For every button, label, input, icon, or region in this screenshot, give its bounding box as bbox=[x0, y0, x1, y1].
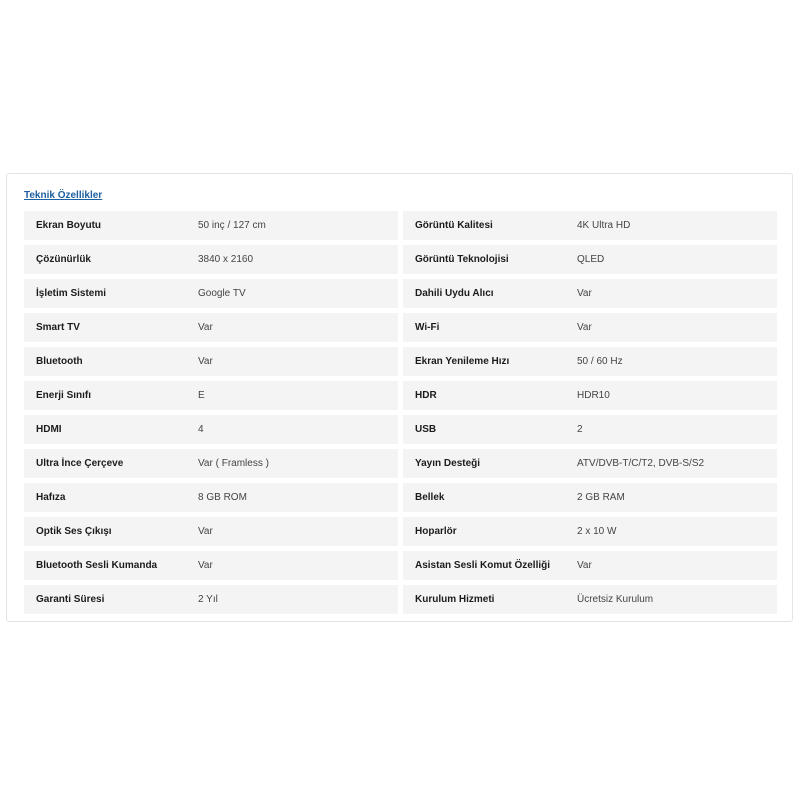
spec-label: Asistan Sesli Komut Özelliği bbox=[415, 560, 551, 571]
spec-row bbox=[403, 245, 777, 274]
spec-label: Garanti Süresi bbox=[36, 594, 105, 605]
spec-label: Ekran Yenileme Hızı bbox=[415, 356, 510, 367]
spec-value: QLED bbox=[577, 254, 605, 265]
spec-value: 2 GB RAM bbox=[577, 492, 625, 503]
spec-row bbox=[24, 449, 398, 478]
spec-row bbox=[24, 347, 398, 376]
spec-label: Görüntü Kalitesi bbox=[415, 220, 493, 231]
spec-value: 2 Yıl bbox=[198, 594, 218, 605]
spec-value: ATV/DVB-T/C/T2, DVB-S/S2 bbox=[577, 458, 705, 469]
spec-label: Hafıza bbox=[36, 492, 66, 503]
spec-label: Wi-Fi bbox=[415, 322, 440, 333]
spec-row bbox=[24, 211, 398, 240]
spec-label: Ultra İnce Çerçeve bbox=[36, 458, 124, 469]
spec-row bbox=[403, 551, 777, 580]
spec-label: Smart TV bbox=[36, 322, 80, 333]
tech-specs-tab[interactable]: Teknik Özellikler bbox=[24, 190, 103, 201]
spec-label: Bluetooth Sesli Kumanda bbox=[36, 560, 158, 571]
spec-label: Hoparlör bbox=[415, 526, 457, 537]
spec-value: HDR10 bbox=[577, 390, 610, 401]
spec-value: Var bbox=[198, 356, 213, 367]
spec-value: Var ( Framless ) bbox=[198, 458, 269, 469]
spec-label: İşletim Sistemi bbox=[36, 288, 107, 299]
spec-row bbox=[24, 381, 398, 410]
spec-row bbox=[403, 381, 777, 410]
spec-label: Bluetooth bbox=[36, 356, 83, 367]
spec-row bbox=[24, 279, 398, 308]
spec-row bbox=[24, 313, 398, 342]
spec-label: Kurulum Hizmeti bbox=[415, 594, 495, 605]
spec-row bbox=[403, 585, 777, 614]
spec-row bbox=[403, 449, 777, 478]
spec-row bbox=[403, 211, 777, 240]
spec-row bbox=[24, 551, 398, 580]
spec-value: Var bbox=[577, 560, 592, 571]
spec-value: 4K Ultra HD bbox=[577, 220, 631, 231]
spec-value: Ücretsiz Kurulum bbox=[577, 594, 654, 605]
spec-value: E bbox=[198, 390, 205, 401]
spec-label: Çözünürlük bbox=[36, 254, 91, 265]
spec-row bbox=[403, 347, 777, 376]
spec-value: Var bbox=[198, 526, 213, 537]
spec-row bbox=[403, 279, 777, 308]
spec-row bbox=[24, 415, 398, 444]
spec-label: Ekran Boyutu bbox=[36, 220, 102, 231]
spec-row bbox=[24, 585, 398, 614]
spec-label: Optik Ses Çıkışı bbox=[36, 526, 112, 537]
spec-label: Bellek bbox=[415, 492, 445, 503]
spec-label: Enerji Sınıfı bbox=[36, 390, 92, 401]
spec-grid bbox=[24, 211, 777, 614]
spec-value: 2 bbox=[577, 424, 583, 435]
spec-value: 2 x 10 W bbox=[577, 526, 617, 537]
spec-value: Var bbox=[577, 322, 592, 333]
spec-label: HDR bbox=[415, 390, 437, 401]
spec-row bbox=[24, 483, 398, 512]
spec-label: USB bbox=[415, 424, 437, 435]
spec-value: 4 bbox=[198, 424, 204, 435]
spec-value: 8 GB ROM bbox=[198, 492, 247, 503]
spec-value: 3840 x 2160 bbox=[198, 254, 254, 265]
spec-value: 50 / 60 Hz bbox=[577, 356, 623, 367]
tech-specs-card bbox=[6, 173, 793, 622]
spec-value: Var bbox=[198, 560, 213, 571]
spec-label: Dahili Uydu Alıcı bbox=[415, 288, 494, 299]
spec-row bbox=[403, 483, 777, 512]
spec-row bbox=[403, 517, 777, 546]
spec-value: Google TV bbox=[198, 288, 246, 299]
spec-row bbox=[403, 415, 777, 444]
spec-label: Görüntü Teknolojisi bbox=[415, 254, 509, 265]
spec-row bbox=[24, 517, 398, 546]
spec-label: HDMI bbox=[36, 424, 62, 435]
spec-row bbox=[403, 313, 777, 342]
spec-value: 50 inç / 127 cm bbox=[198, 220, 266, 231]
spec-label: Yayın Desteği bbox=[415, 458, 481, 469]
spec-value: Var bbox=[198, 322, 213, 333]
spec-row bbox=[24, 245, 398, 274]
spec-value: Var bbox=[577, 288, 592, 299]
